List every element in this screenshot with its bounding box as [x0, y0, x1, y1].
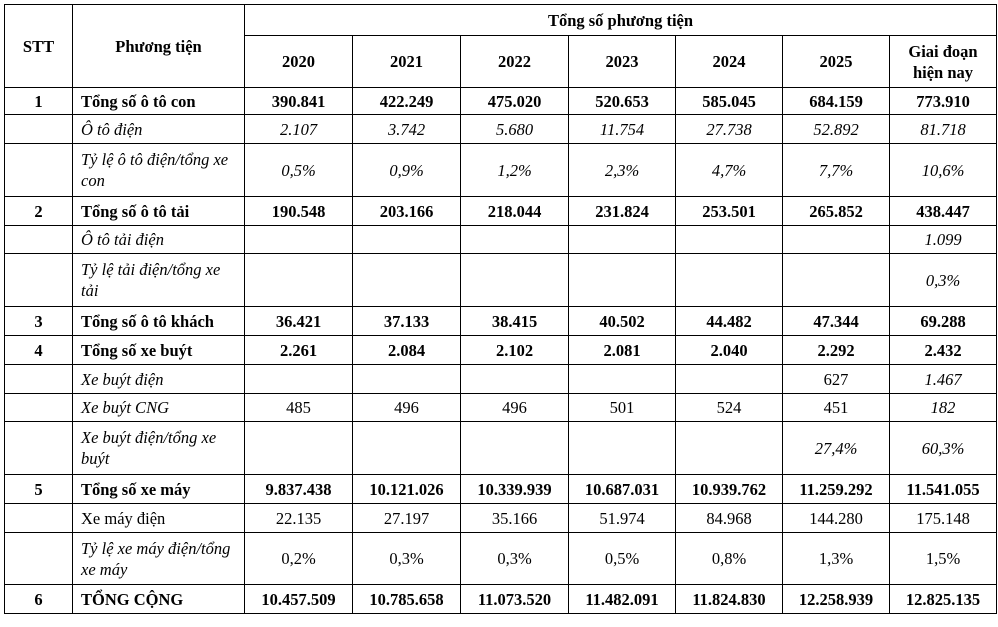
row-value: 52.892	[783, 115, 890, 144]
row-value: 27.738	[676, 115, 783, 144]
table-row	[5, 307, 997, 336]
row-value: 2.102	[461, 336, 569, 365]
row-label: Ô tô tải điện	[73, 226, 245, 254]
row-label: Xe buýt điện	[73, 365, 245, 394]
row-value	[569, 254, 676, 307]
row-value: 0,5%	[569, 533, 676, 585]
table-row	[5, 422, 997, 475]
row-value: 203.166	[353, 197, 461, 226]
row-value: 773.910	[890, 88, 997, 115]
row-value: 0,8%	[676, 533, 783, 585]
row-stt: 3	[5, 307, 73, 336]
stt-header: STT	[5, 5, 73, 88]
row-value: 11.541.055	[890, 475, 997, 504]
row-value: 2.261	[245, 336, 353, 365]
row-label: Xe máy điện	[73, 504, 245, 533]
row-value: 496	[353, 394, 461, 422]
row-value: 422.249	[353, 88, 461, 115]
row-value: 27.197	[353, 504, 461, 533]
row-value: 218.044	[461, 197, 569, 226]
row-value	[245, 422, 353, 475]
row-value: 231.824	[569, 197, 676, 226]
row-value: 10.939.762	[676, 475, 783, 504]
row-value: 0,3%	[353, 533, 461, 585]
row-value: 27,4%	[783, 422, 890, 475]
year-header: 2025	[783, 36, 890, 88]
row-value: 10.785.658	[353, 585, 461, 614]
row-value: 5.680	[461, 115, 569, 144]
row-value	[569, 226, 676, 254]
row-value: 144.280	[783, 504, 890, 533]
row-value: 2.292	[783, 336, 890, 365]
row-value	[353, 422, 461, 475]
row-value: 524	[676, 394, 783, 422]
total-vehicles-header: Tổng số phương tiện	[245, 5, 997, 36]
row-value: 1,2%	[461, 144, 569, 197]
row-stt	[5, 504, 73, 533]
row-label: Tổng số xe buýt	[73, 336, 245, 365]
row-value: 485	[245, 394, 353, 422]
row-label: Ô tô điện	[73, 115, 245, 144]
row-value: 2.084	[353, 336, 461, 365]
table-row	[5, 226, 997, 254]
row-value	[569, 422, 676, 475]
row-value: 38.415	[461, 307, 569, 336]
row-value: 9.837.438	[245, 475, 353, 504]
row-value: 182	[890, 394, 997, 422]
row-value: 0,2%	[245, 533, 353, 585]
row-value	[245, 254, 353, 307]
row-stt	[5, 144, 73, 197]
row-label: Tỷ lệ xe máy điện/tổng xe máy	[73, 533, 245, 585]
row-value: 35.166	[461, 504, 569, 533]
row-value: 11.482.091	[569, 585, 676, 614]
row-value: 2,3%	[569, 144, 676, 197]
row-value	[783, 254, 890, 307]
row-value: 12.258.939	[783, 585, 890, 614]
table-row	[5, 475, 997, 504]
table-row	[5, 365, 997, 394]
table-row	[5, 88, 997, 115]
row-value: 501	[569, 394, 676, 422]
row-value: 2.432	[890, 336, 997, 365]
row-value	[461, 226, 569, 254]
row-value: 0,5%	[245, 144, 353, 197]
row-label: Xe buýt điện/tổng xe buýt	[73, 422, 245, 475]
row-value: 10.457.509	[245, 585, 353, 614]
row-value: 585.045	[676, 88, 783, 115]
row-value	[353, 254, 461, 307]
year-header: 2022	[461, 36, 569, 88]
row-label: Tổng số ô tô tải	[73, 197, 245, 226]
table-row	[5, 504, 997, 533]
row-stt	[5, 533, 73, 585]
row-stt: 1	[5, 88, 73, 115]
row-value: 1,5%	[890, 533, 997, 585]
row-value: 11.073.520	[461, 585, 569, 614]
row-value: 0,3%	[890, 254, 997, 307]
row-stt	[5, 394, 73, 422]
year-header: 2021	[353, 36, 461, 88]
row-label: TỔNG CỘNG	[73, 585, 245, 614]
row-value: 60,3%	[890, 422, 997, 475]
table-row	[5, 336, 997, 365]
row-value: 438.447	[890, 197, 997, 226]
row-value	[461, 254, 569, 307]
row-value: 1.099	[890, 226, 997, 254]
row-value: 12.825.135	[890, 585, 997, 614]
row-value	[353, 365, 461, 394]
row-value: 11.754	[569, 115, 676, 144]
row-label: Tỷ lệ tải điện/tổng xe tải	[73, 254, 245, 307]
row-value: 51.974	[569, 504, 676, 533]
row-value: 520.653	[569, 88, 676, 115]
row-stt	[5, 115, 73, 144]
row-value: 0,9%	[353, 144, 461, 197]
row-value: 265.852	[783, 197, 890, 226]
row-value	[569, 365, 676, 394]
row-stt	[5, 365, 73, 394]
row-label: Tổng số xe máy	[73, 475, 245, 504]
row-stt: 2	[5, 197, 73, 226]
row-value: 175.148	[890, 504, 997, 533]
row-value: 2.081	[569, 336, 676, 365]
year-header: Giai đoạn hiện nay	[890, 36, 997, 88]
row-value: 0,3%	[461, 533, 569, 585]
table-row	[5, 533, 997, 585]
table-row	[5, 197, 997, 226]
row-stt	[5, 422, 73, 475]
row-value: 37.133	[353, 307, 461, 336]
row-value: 4,7%	[676, 144, 783, 197]
table-row	[5, 394, 997, 422]
row-value: 10.121.026	[353, 475, 461, 504]
row-value: 2.040	[676, 336, 783, 365]
row-value	[353, 226, 461, 254]
table-row	[5, 144, 997, 197]
row-value	[245, 226, 353, 254]
row-value: 81.718	[890, 115, 997, 144]
row-stt: 6	[5, 585, 73, 614]
table-row	[5, 585, 997, 614]
row-value: 36.421	[245, 307, 353, 336]
row-value	[461, 365, 569, 394]
row-value: 22.135	[245, 504, 353, 533]
row-value: 1.467	[890, 365, 997, 394]
row-value: 2.107	[245, 115, 353, 144]
row-value: 190.548	[245, 197, 353, 226]
row-value	[461, 422, 569, 475]
row-stt: 4	[5, 336, 73, 365]
year-header: 2023	[569, 36, 676, 88]
row-stt	[5, 254, 73, 307]
row-value: 11.824.830	[676, 585, 783, 614]
table-row	[5, 115, 997, 144]
row-label: Tổng số ô tô con	[73, 88, 245, 115]
year-header: 2020	[245, 36, 353, 88]
row-stt: 5	[5, 475, 73, 504]
row-value: 10.687.031	[569, 475, 676, 504]
row-value	[245, 365, 353, 394]
row-value: 390.841	[245, 88, 353, 115]
row-value	[676, 365, 783, 394]
row-value: 11.259.292	[783, 475, 890, 504]
row-label: Xe buýt CNG	[73, 394, 245, 422]
row-value	[676, 254, 783, 307]
row-value: 475.020	[461, 88, 569, 115]
year-header: 2024	[676, 36, 783, 88]
row-value	[676, 226, 783, 254]
row-stt	[5, 226, 73, 254]
table-row	[5, 254, 997, 307]
row-label: Tổng số ô tô khách	[73, 307, 245, 336]
row-value: 451	[783, 394, 890, 422]
row-value: 47.344	[783, 307, 890, 336]
vehicle-header: Phương tiện	[73, 5, 245, 88]
row-value	[783, 226, 890, 254]
row-label: Tỷ lệ ô tô điện/tổng xe con	[73, 144, 245, 197]
row-value: 40.502	[569, 307, 676, 336]
row-value: 10.339.939	[461, 475, 569, 504]
row-value: 10,6%	[890, 144, 997, 197]
row-value: 627	[783, 365, 890, 394]
row-value: 69.288	[890, 307, 997, 336]
row-value: 684.159	[783, 88, 890, 115]
row-value: 84.968	[676, 504, 783, 533]
row-value: 253.501	[676, 197, 783, 226]
row-value: 1,3%	[783, 533, 890, 585]
row-value: 496	[461, 394, 569, 422]
row-value: 3.742	[353, 115, 461, 144]
row-value: 44.482	[676, 307, 783, 336]
row-value: 7,7%	[783, 144, 890, 197]
vehicle-statistics-table	[4, 4, 997, 614]
row-value	[676, 422, 783, 475]
